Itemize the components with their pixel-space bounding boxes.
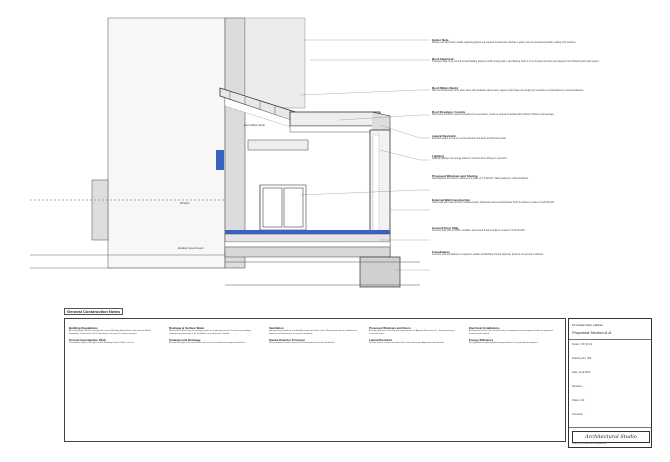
notes-column [469, 323, 561, 345]
note-title: Roof (Warm Deck) [432, 86, 458, 90]
notes-column [269, 323, 361, 345]
note-body: Concrete strip foundations to engineer's details and Building Control approval, depth to suit ground conditions. [432, 254, 544, 256]
studio-subtitle: Planning & Building Regulations [572, 442, 607, 445]
label-window: Window [180, 202, 190, 205]
note-body: Cavity wall with external brick, insulated cavity, blockwork inner leaf and plaster finish to achieve U-value of 0.28 W/m2K. [432, 202, 555, 204]
note-body: New windows and doors to achieve a U-value of 1.4 W/m2K. Safety glazing to critical locations. [432, 178, 529, 180]
note-title: Roof Abutment [432, 57, 454, 61]
divider [569, 427, 651, 428]
title-row: Drawn: AS [572, 399, 585, 402]
spec-note [432, 86, 620, 93]
note-title: Proposed Windows and Glazing [432, 174, 478, 178]
spec-note [432, 57, 620, 64]
foundation [225, 257, 420, 287]
floor-slab [225, 230, 390, 257]
column-body: Provide lateral restraint at walls, floors and roof as per Approved Document A. [369, 342, 445, 345]
title-row: Revision: - [572, 385, 585, 388]
note-title: Foundations [432, 250, 450, 254]
note-title: Roof Structure / Lintels [432, 110, 466, 114]
title-row: Drawing No: 003 [572, 357, 592, 360]
column-heading: Drainage & Surface Water [169, 326, 205, 330]
note-body: Flat roof construction to be warm deck with insulation above deck, vapour control layer and single ply membrane to manufacturer's recommendations. [432, 90, 584, 92]
flat-roof [290, 112, 390, 132]
french-doors [260, 185, 306, 230]
note-body: Concrete floor slab on DPM, insulation and screed finish to achieve U-value of 0.22 W/m2K. [432, 230, 526, 232]
column-body: Energy efficient lighting and heating controls to be provided throughout. [469, 342, 539, 345]
column-body: All electrical work to be carried out by a competent person registered with an approved scheme and certified. [469, 330, 553, 335]
note-title: Gutter Note [432, 38, 449, 42]
existing-house [30, 18, 225, 268]
spec-note [432, 134, 620, 141]
note-title: External Wall Construction [432, 198, 471, 202]
column-body: All new drainage to be laid to falls with access provided at changes of direction. [169, 342, 246, 345]
spec-note [432, 250, 620, 257]
spec-note [432, 38, 620, 45]
column-body: Rainwater to discharge to existing system or soakaway at least 5m from any building. Underground drainage to be installed to manufacturer's details. [169, 330, 252, 335]
note-body: Restraint straps at max 2m centres fixed to roof joists and built into walls. [432, 138, 507, 140]
label-ground-level: Existing Ground Level [178, 247, 204, 250]
column-heading: Underground Drainage [169, 338, 201, 343]
drawing-title: Proposed Section A-A [572, 330, 612, 335]
title-row: Checked: - [572, 413, 585, 416]
column-heading: Lateral Restraint [369, 338, 392, 343]
column-heading: Energy Efficiency [469, 338, 494, 343]
general-notes-box [64, 318, 566, 442]
spec-note [432, 154, 620, 161]
spec-note [432, 110, 620, 117]
column-body: Foundation depth to be agreed with Building Control Officer on site. [69, 342, 135, 345]
project-address: 19 Castle Park, Harlow [572, 323, 603, 327]
notes-column [369, 323, 461, 345]
column-body: All construction work to comply with current Building Regulations and relevant British Standards. Dimensions to be checked on site prior to commencement. [69, 330, 151, 335]
title-row: Scale: 1:50 @ A3 [572, 343, 593, 346]
note-body: Roof joists at 400mm centres supported on steel beam. Lintels to engineer's details with minimum 150mm end bearings. [432, 114, 555, 116]
notes-column [169, 323, 261, 345]
note-body: Please note that further details regarding gutters are required to determine whether a gutter may be incorporated within existing roof structure. [432, 42, 577, 44]
note-title: Ground Floor Slab [432, 226, 459, 230]
spec-note [432, 198, 620, 205]
column-heading: Ground Investigation Work [69, 338, 107, 343]
title-block [568, 318, 652, 448]
note-body: Artificial lighting to be energy efficient, minimum three fittings in extension. [432, 158, 508, 160]
title-row: Date: April 2024 [572, 371, 591, 374]
column-body: Background ventilation to habitable rooms by trickle vents. Mechanical extract ventilation to kitchens and bathrooms to current standards. [269, 330, 358, 335]
label-roof: Roof (Warm deck) [244, 124, 265, 127]
studio-logo: Architectural Studio [572, 431, 650, 443]
divider [569, 339, 651, 340]
column-heading: Electrical Installations [469, 326, 500, 330]
general-notes-title: General Construction Notes [64, 308, 123, 315]
spec-note [432, 174, 620, 181]
column-body: Mains powered smoke alarms with battery back-up to be interlinked. [269, 342, 335, 345]
note-title: Lighting [432, 154, 444, 158]
column-heading: Proposed Windows and Doors [369, 326, 411, 330]
note-title: Lateral Restraint [432, 134, 456, 138]
spec-note [432, 226, 620, 233]
column-body: All new glazing to meet thermal requirements of Approved Document L. Safety glazing to critical locations. [369, 330, 455, 335]
column-heading: Ventilation [269, 326, 284, 330]
column-heading: Smoke Detector Provision [269, 338, 305, 343]
note-body: Proposed ridge to be formed at lead flashing abutment with existing wall. Lead flashing Code 4 to be dressed over tiles and stepped into brickwork joints and sealed. [432, 61, 600, 63]
notes-column [69, 323, 161, 345]
column-heading: Building Regulations [69, 326, 98, 330]
